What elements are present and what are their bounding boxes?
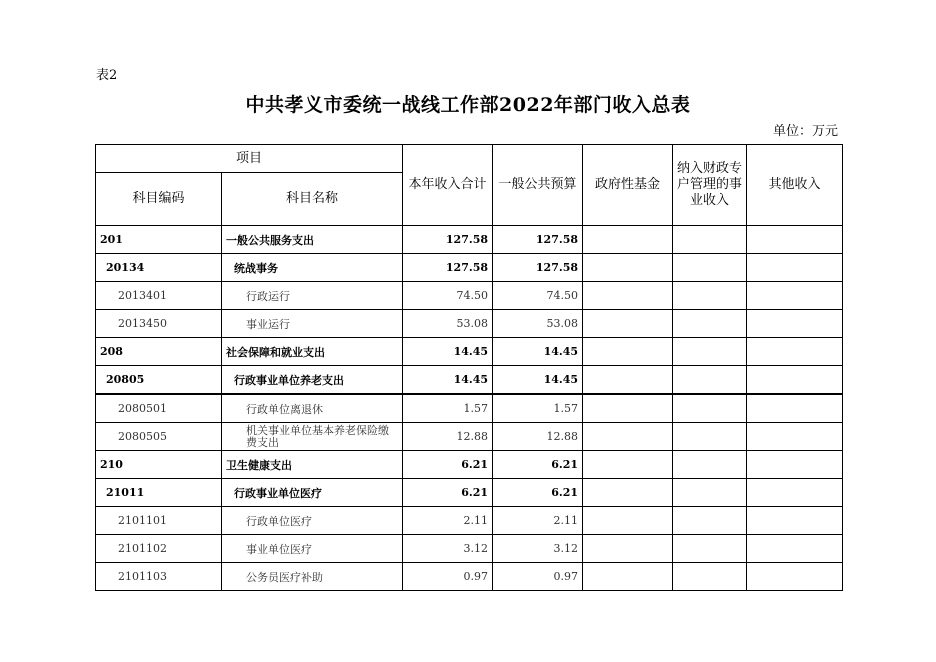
row-gov-fund bbox=[583, 535, 673, 563]
row-gov-fund bbox=[583, 310, 673, 338]
row-code: 208 bbox=[96, 338, 222, 366]
row-other bbox=[747, 451, 843, 479]
table-row bbox=[96, 226, 843, 254]
row-general-budget: 127.58 bbox=[493, 254, 583, 282]
row-other bbox=[747, 254, 843, 282]
table-row bbox=[96, 479, 843, 507]
row-gov-fund bbox=[583, 226, 673, 254]
row-name: 卫生健康支出 bbox=[222, 451, 403, 479]
row-fiscal-special bbox=[673, 423, 747, 451]
row-name: 统战事务 bbox=[222, 254, 403, 282]
table-row bbox=[96, 282, 843, 310]
row-general-budget: 53.08 bbox=[493, 310, 583, 338]
row-name: 社会保障和就业支出 bbox=[222, 338, 403, 366]
row-total: 1.57 bbox=[403, 394, 493, 423]
row-name: 一般公共服务支出 bbox=[222, 226, 403, 254]
row-name: 行政单位医疗 bbox=[222, 507, 403, 535]
row-other bbox=[747, 563, 843, 591]
row-code: 2080501 bbox=[96, 394, 222, 423]
table-row bbox=[96, 366, 843, 395]
row-code: 2101101 bbox=[96, 507, 222, 535]
row-total: 6.21 bbox=[403, 451, 493, 479]
row-name: 行政运行 bbox=[222, 282, 403, 310]
table-row bbox=[96, 394, 843, 423]
row-gov-fund bbox=[583, 423, 673, 451]
row-name: 事业单位医疗 bbox=[222, 535, 403, 563]
row-gov-fund bbox=[583, 479, 673, 507]
row-other bbox=[747, 507, 843, 535]
row-fiscal-special bbox=[673, 254, 747, 282]
table-row bbox=[96, 507, 843, 535]
row-fiscal-special bbox=[673, 507, 747, 535]
table-row bbox=[96, 535, 843, 563]
row-fiscal-special bbox=[673, 563, 747, 591]
header-name: 科目名称 bbox=[222, 173, 403, 226]
row-fiscal-special bbox=[673, 535, 747, 563]
row-fiscal-special bbox=[673, 226, 747, 254]
header-general-budget: 一般公共预算 bbox=[493, 145, 583, 226]
row-other bbox=[747, 394, 843, 423]
row-total: 14.45 bbox=[403, 338, 493, 366]
row-gov-fund bbox=[583, 507, 673, 535]
table-label: 表2 bbox=[96, 68, 118, 83]
row-general-budget: 6.21 bbox=[493, 451, 583, 479]
row-code: 2013450 bbox=[96, 310, 222, 338]
row-general-budget: 2.11 bbox=[493, 507, 583, 535]
header-project: 项目 bbox=[96, 145, 403, 173]
row-name: 行政单位离退休 bbox=[222, 394, 403, 423]
row-code: 20805 bbox=[96, 366, 222, 395]
row-total: 127.58 bbox=[403, 226, 493, 254]
row-gov-fund bbox=[583, 394, 673, 423]
row-other bbox=[747, 366, 843, 395]
row-total: 6.21 bbox=[403, 479, 493, 507]
table-row bbox=[96, 423, 843, 451]
row-fiscal-special bbox=[673, 451, 747, 479]
row-general-budget: 0.97 bbox=[493, 563, 583, 591]
row-other bbox=[747, 282, 843, 310]
income-summary-table bbox=[95, 144, 843, 591]
row-fiscal-special bbox=[673, 310, 747, 338]
row-code: 2080505 bbox=[96, 423, 222, 451]
table-row bbox=[96, 254, 843, 282]
row-other bbox=[747, 479, 843, 507]
header-fiscal-special: 纳入财政专户管理的事业收入 bbox=[673, 145, 747, 226]
row-fiscal-special bbox=[673, 338, 747, 366]
row-code: 2101103 bbox=[96, 563, 222, 591]
row-general-budget: 12.88 bbox=[493, 423, 583, 451]
row-fiscal-special bbox=[673, 366, 747, 395]
header-other: 其他收入 bbox=[747, 145, 843, 226]
row-total: 2.11 bbox=[403, 507, 493, 535]
row-gov-fund bbox=[583, 451, 673, 479]
row-code: 2101102 bbox=[96, 535, 222, 563]
header-code: 科目编码 bbox=[96, 173, 222, 226]
row-general-budget: 6.21 bbox=[493, 479, 583, 507]
row-general-budget: 74.50 bbox=[493, 282, 583, 310]
row-general-budget: 127.58 bbox=[493, 226, 583, 254]
header-gov-fund: 政府性基金 bbox=[583, 145, 673, 226]
row-gov-fund bbox=[583, 338, 673, 366]
row-name: 公务员医疗补助 bbox=[222, 563, 403, 591]
row-gov-fund bbox=[583, 254, 673, 282]
row-name: 机关事业单位基本养老保险缴费支出 bbox=[222, 423, 403, 451]
row-name: 行政事业单位养老支出 bbox=[222, 366, 403, 395]
row-total: 74.50 bbox=[403, 282, 493, 310]
row-other bbox=[747, 423, 843, 451]
table-row bbox=[96, 563, 843, 591]
row-total: 0.97 bbox=[403, 563, 493, 591]
row-total: 14.45 bbox=[403, 366, 493, 395]
row-general-budget: 1.57 bbox=[493, 394, 583, 423]
row-other bbox=[747, 338, 843, 366]
row-code: 210 bbox=[96, 451, 222, 479]
row-name: 事业运行 bbox=[222, 310, 403, 338]
row-fiscal-special bbox=[673, 479, 747, 507]
row-fiscal-special bbox=[673, 282, 747, 310]
row-general-budget: 14.45 bbox=[493, 338, 583, 366]
row-total: 127.58 bbox=[403, 254, 493, 282]
row-gov-fund bbox=[583, 282, 673, 310]
row-gov-fund bbox=[583, 366, 673, 395]
table-row bbox=[96, 451, 843, 479]
row-gov-fund bbox=[583, 563, 673, 591]
row-total: 3.12 bbox=[403, 535, 493, 563]
row-total: 53.08 bbox=[403, 310, 493, 338]
table-row bbox=[96, 338, 843, 366]
unit-label: 单位：万元 bbox=[772, 124, 838, 139]
row-code: 2013401 bbox=[96, 282, 222, 310]
row-general-budget: 14.45 bbox=[493, 366, 583, 395]
row-general-budget: 3.12 bbox=[493, 535, 583, 563]
page-title: 中共孝义市委统一战线工作部2022年部门收入总表 bbox=[245, 94, 691, 116]
row-other bbox=[747, 535, 843, 563]
row-code: 201 bbox=[96, 226, 222, 254]
row-fiscal-special bbox=[673, 394, 747, 423]
table-row bbox=[96, 310, 843, 338]
row-total: 12.88 bbox=[403, 423, 493, 451]
row-code: 20134 bbox=[96, 254, 222, 282]
row-code: 21011 bbox=[96, 479, 222, 507]
row-other bbox=[747, 226, 843, 254]
row-name: 行政事业单位医疗 bbox=[222, 479, 403, 507]
row-other bbox=[747, 310, 843, 338]
header-total: 本年收入合计 bbox=[403, 145, 493, 226]
